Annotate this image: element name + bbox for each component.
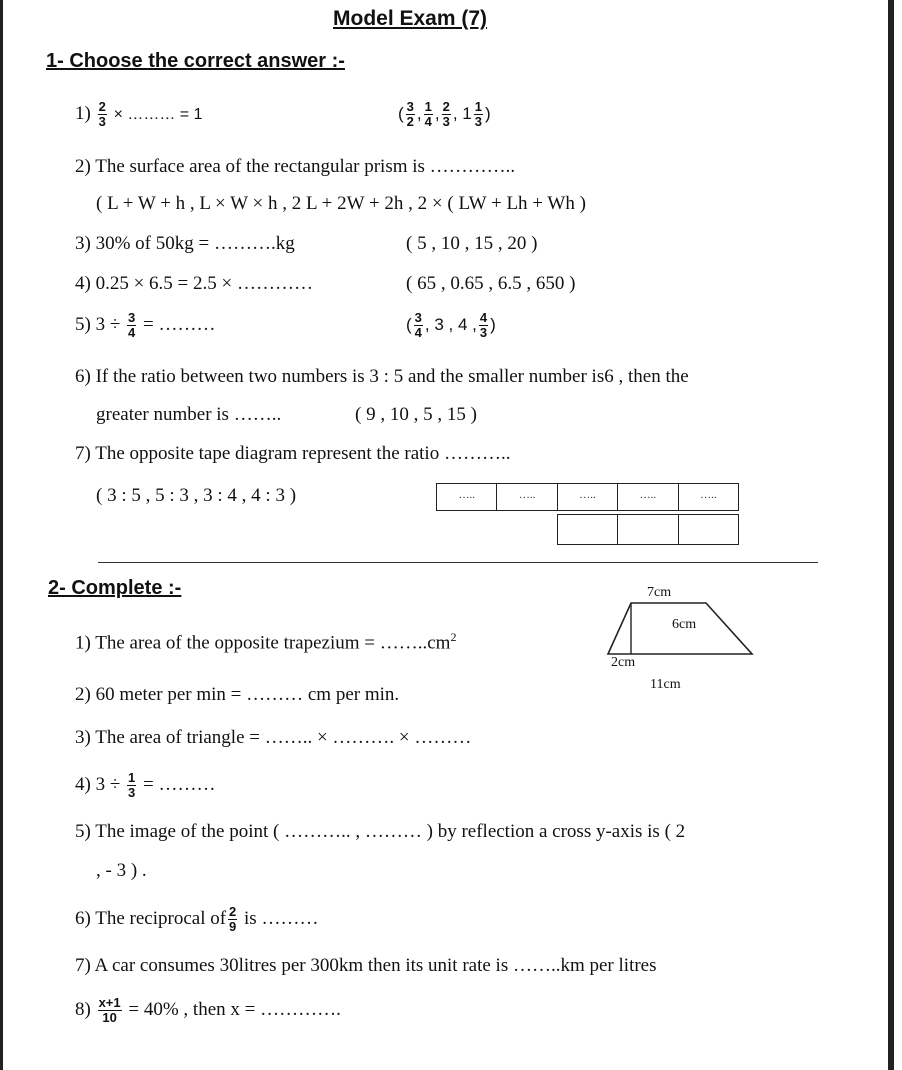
s1-q1-choice-1: $\frac{3}{2}$	[406, 99, 414, 129]
s2-question-1: 1) The area of the opposite trapezium = $\dots\dots..cm^2$	[75, 630, 457, 654]
s1-question-7: 7) The opposite tape diagram represent the ratio ………..	[75, 443, 511, 464]
s2-question-4: 4) 3 ÷ $\frac{1}{3}$ = ………	[75, 770, 216, 800]
section1-heading: 1- Choose the correct answer :-	[46, 50, 345, 72]
tape-top-cell: …..	[558, 484, 618, 510]
trapezium-height-label: 6cm	[672, 617, 697, 632]
tape-bottom-cell	[679, 515, 738, 544]
s1-q1-choice-2: $\frac{1}{4}$	[424, 99, 432, 129]
s1-q5-choices: ( $\frac{3}{4}$ , 3 , 4 , $\frac{4}{3}$ )	[406, 310, 496, 340]
s1-q5-fraction: $\frac{3}{4}$	[128, 310, 136, 340]
trapezium-offset-label: 2cm	[611, 655, 636, 670]
s2-q6-fraction: $\frac{2}{9}$	[229, 904, 237, 934]
s1-q1-number: 1)	[75, 102, 91, 124]
s2-question-3: 3) The area of triangle = …….. × ………. × ………	[75, 727, 472, 748]
tape-bottom-cell	[558, 515, 618, 544]
s2-q5-line2: , - 3 ) .	[96, 860, 147, 881]
s1-q5-choice-a: $\frac{3}{4}$	[414, 310, 422, 340]
tape-top-cell: …..	[437, 484, 497, 510]
s2-question-5: 5) The image of the point ( ……….. , ……… ) by reflection a cross y-axis is ( 2	[75, 821, 686, 842]
s1-q1-choice-4: $\frac{1}{3}$	[474, 99, 482, 129]
s2-question-6: 6) The reciprocal of $\frac{2}{9}$ is ………	[75, 904, 319, 934]
s1-question-1	[75, 100, 202, 129]
tape-diagram-top	[436, 483, 739, 511]
s2-question-7: 7) A car consumes 30litres per 300km then its unit rate is ……..km per litres	[75, 955, 657, 976]
s2-question-8: 8) $\frac{x+1}{10}$ = 40% , then x = ………….	[75, 995, 341, 1025]
page-title: Model Exam (7)	[333, 7, 488, 30]
tape-top-cell: …..	[700, 489, 717, 501]
s1-q1-fraction: $\frac{2}{3}$	[98, 99, 106, 129]
section2-heading: 2- Complete :-	[48, 577, 182, 599]
s1-q1-choice-3: $\frac{2}{3}$	[442, 99, 450, 129]
s1-q7-choices: ( 3 : 5 , 5 : 3 , 3 : 4 , 4 : 3 )	[96, 485, 297, 506]
section-divider	[98, 562, 818, 563]
s1-question-5: 5) 3 ÷ $\frac{3}{4}$ = ………	[75, 310, 216, 340]
s1-q6-line2: greater number is ……..	[96, 404, 282, 425]
s1-q1-choices: ( $\frac{3}{2}$ , $\frac{1}{4}$ , $\frac{2}{3}$ , 1 $\frac{1}{3}$ )	[398, 99, 491, 129]
s2-q1-superscript: 2	[450, 630, 457, 644]
s1-q2-choices: ( L + W + h , L × W × h , 2 L + 2W + 2h , 2 × ( LW + Lh + Wh )	[96, 193, 586, 214]
tape-top-cell: …..	[497, 484, 557, 510]
page-left-border	[0, 0, 3, 1070]
s2-q8-fraction: $\frac{x+1}{10}$	[98, 995, 121, 1025]
s1-q6-choices: ( 9 , 10 , 5 , 15 )	[355, 404, 477, 425]
s1-question-6: 6) If the ratio between two numbers is 3 : 5 and the smaller number is6 , then the	[75, 366, 689, 387]
trapezium-base-label: 11cm	[650, 677, 681, 692]
page-right-border	[888, 0, 894, 1070]
trapezium-top-label: 7cm	[647, 585, 672, 600]
s2-question-2: 2) 60 meter per min = ……… cm per min.	[75, 684, 400, 705]
s1-q4-choices: ( 65 , 0.65 , 6.5 , 650 )	[406, 273, 576, 294]
tape-top-cell: …..	[618, 484, 678, 510]
s1-q1-expression: × ……… = 1	[113, 105, 203, 123]
s1-question-2: 2) The surface area of the rectangular prism is …………..	[75, 156, 516, 177]
s2-q4-fraction: $\frac{1}{3}$	[128, 770, 136, 800]
s1-question-4: 4) 0.25 × 6.5 = 2.5 × …………	[75, 273, 313, 294]
tape-bottom-cell	[618, 515, 678, 544]
s1-question-3: 3) 30% of 50kg = ……….kg	[75, 233, 295, 254]
s1-q3-choices: ( 5 , 10 , 15 , 20 )	[406, 233, 538, 254]
tape-diagram-bottom	[557, 514, 739, 545]
s1-q5-choice-b: $\frac{4}{3}$	[479, 310, 488, 340]
